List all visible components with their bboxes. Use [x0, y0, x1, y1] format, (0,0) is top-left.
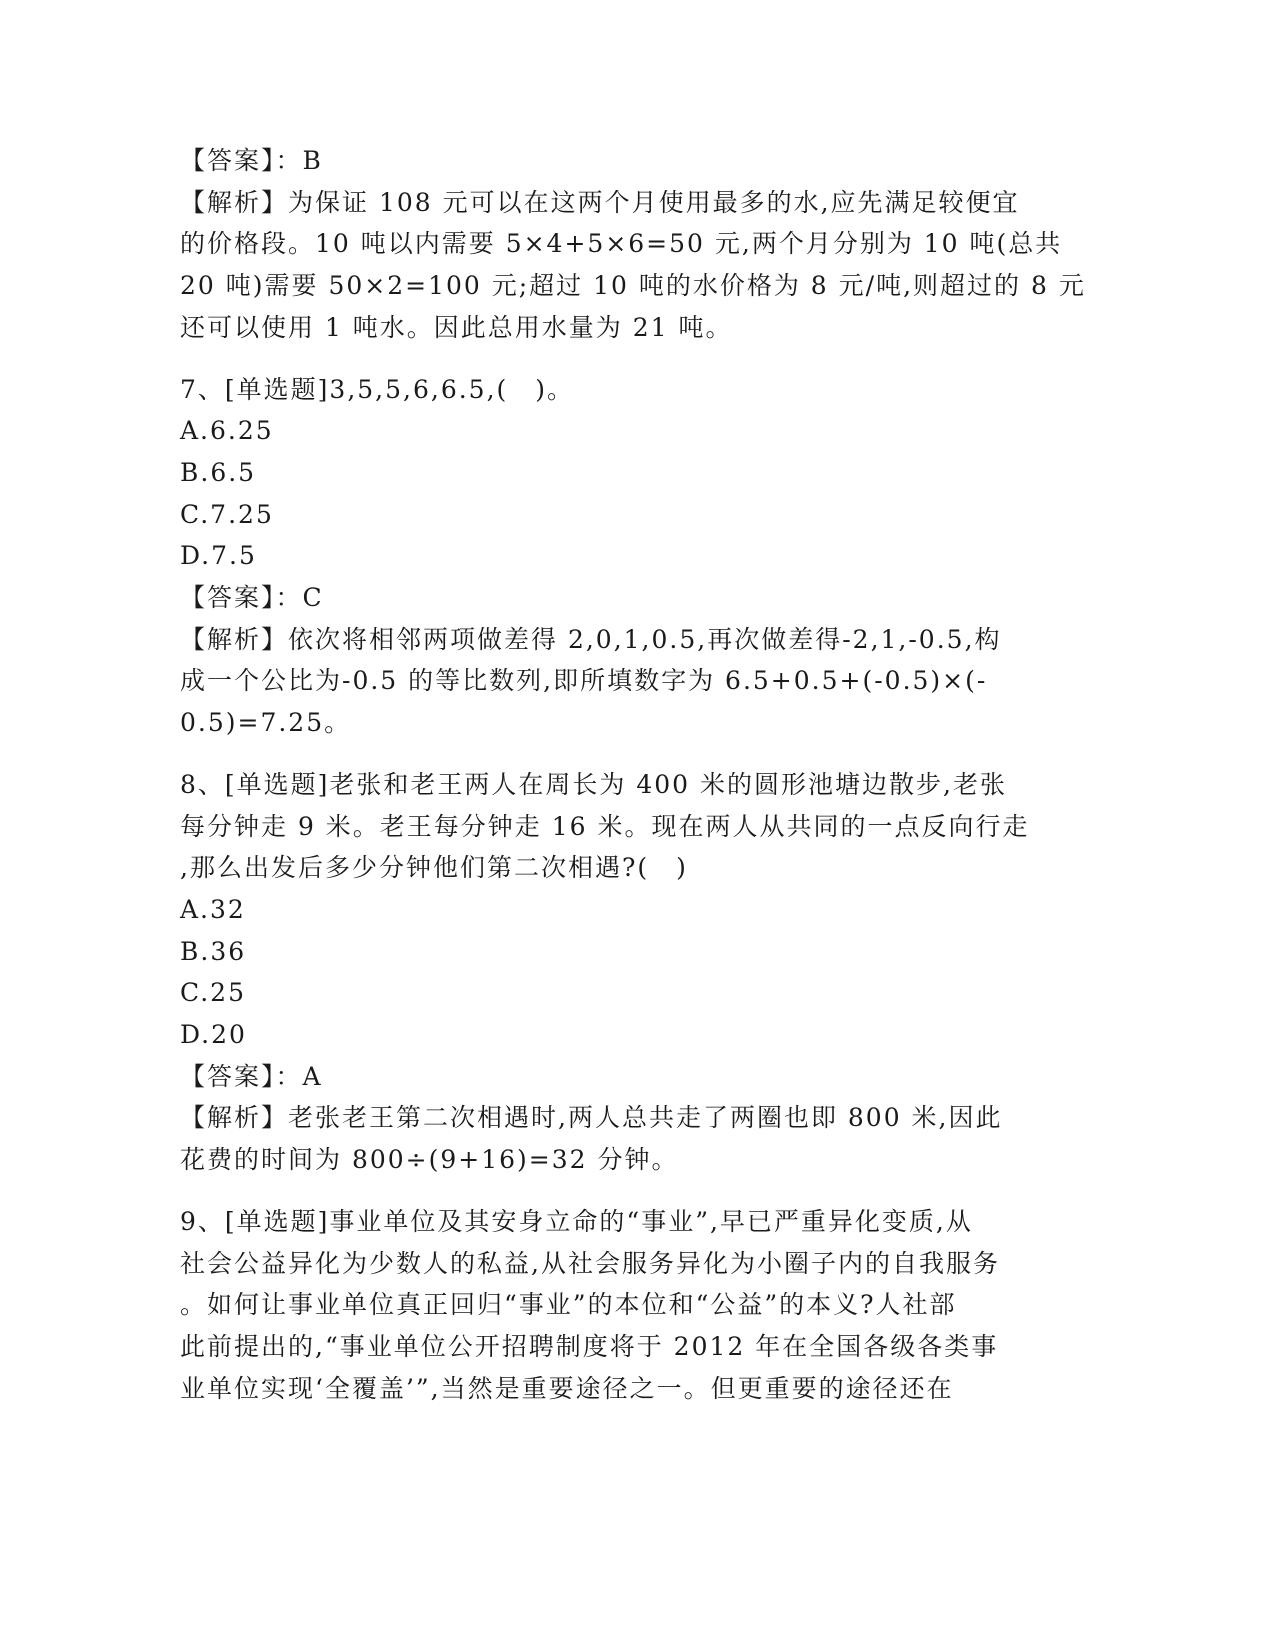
question-line: 业单位实现‘全覆盖’”,当然是重要途径之一。但更重要的途径还在	[180, 1373, 954, 1403]
answer-line: 【答案】：A	[180, 1061, 323, 1091]
document-page	[180, 140, 1086, 1409]
explanation-line: 成一个公比为-0.5 的等比数列,即所填数字为 6.5+0.5+(-0.5)×(-	[180, 666, 988, 696]
explanation-line: 0.5)=7.25。	[180, 708, 352, 738]
explanation-line: 【解析】为保证 108 元可以在这两个月使用最多的水,应先满足较便宜	[180, 187, 1020, 217]
option-line: D.20	[180, 1020, 247, 1050]
question-line: 每分钟走 9 米。老王每分钟走 16 米。现在两人从共同的一点反向行走	[180, 811, 1030, 841]
answer-line: 【答案】：B	[180, 146, 323, 175]
explanation-line: 还可以使用 1 吨水。因此总用水量为 21 吨。	[180, 312, 733, 342]
paragraph-gap	[180, 349, 1080, 369]
answer-line: 【答案】：C	[180, 583, 324, 613]
explanation-line: 花费的时间为 800÷(9+16)=32 分钟。	[180, 1145, 679, 1175]
explanation-line: 【解析】老张老王第二次相遇时,两人总共走了两圈也即 800 米,因此	[180, 1103, 1003, 1133]
paragraph-gap	[180, 1181, 1080, 1201]
option-line: C.7.25	[180, 499, 274, 529]
option-line: A.32	[180, 894, 246, 924]
option-line: D.7.5	[180, 541, 257, 571]
explanation-line: 的价格段。10 吨以内需要 5×4+5×6=50 元,两个月分别为 10 吨(总共	[180, 229, 1063, 259]
question-line: ,那么出发后多少分钟他们第二次相遇?( )	[180, 853, 688, 883]
option-line: C.25	[180, 978, 246, 1008]
option-line: B.6.5	[180, 457, 257, 487]
question-line: 此前提出的,“事业单位公开招聘制度将于 2012 年在全国各级各类事	[180, 1331, 999, 1361]
question-line: 9、[单选题]事业单位及其安身立命的“事业”,早已严重异化变质,从	[180, 1206, 973, 1236]
question-line: 社会公益异化为少数人的私益,从社会服务异化为小圈子内的自我服务	[180, 1248, 1000, 1278]
question-line: 7、[单选题]3,5,5,6,6.5,( )。	[180, 374, 575, 404]
question-line: 8、[单选题]老张和老王两人在周长为 400 米的圆形池塘边散步,老张	[180, 769, 1007, 799]
paragraph-gap	[180, 744, 1080, 764]
option-line: B.36	[180, 936, 247, 966]
explanation-line: 【解析】依次将相邻两项做差得 2,0,1,0.5,再次做差得-2,1,-0.5,构	[180, 624, 1002, 654]
option-line: A.6.25	[180, 416, 274, 446]
question-line: 。如何让事业单位真正回归“事业”的本位和“公益”的本义?人社部	[180, 1290, 957, 1320]
explanation-line: 20 吨)需要 50×2=100 元;超过 10 吨的水价格为 8 元/吨,则超过的 8 元	[180, 271, 1086, 301]
